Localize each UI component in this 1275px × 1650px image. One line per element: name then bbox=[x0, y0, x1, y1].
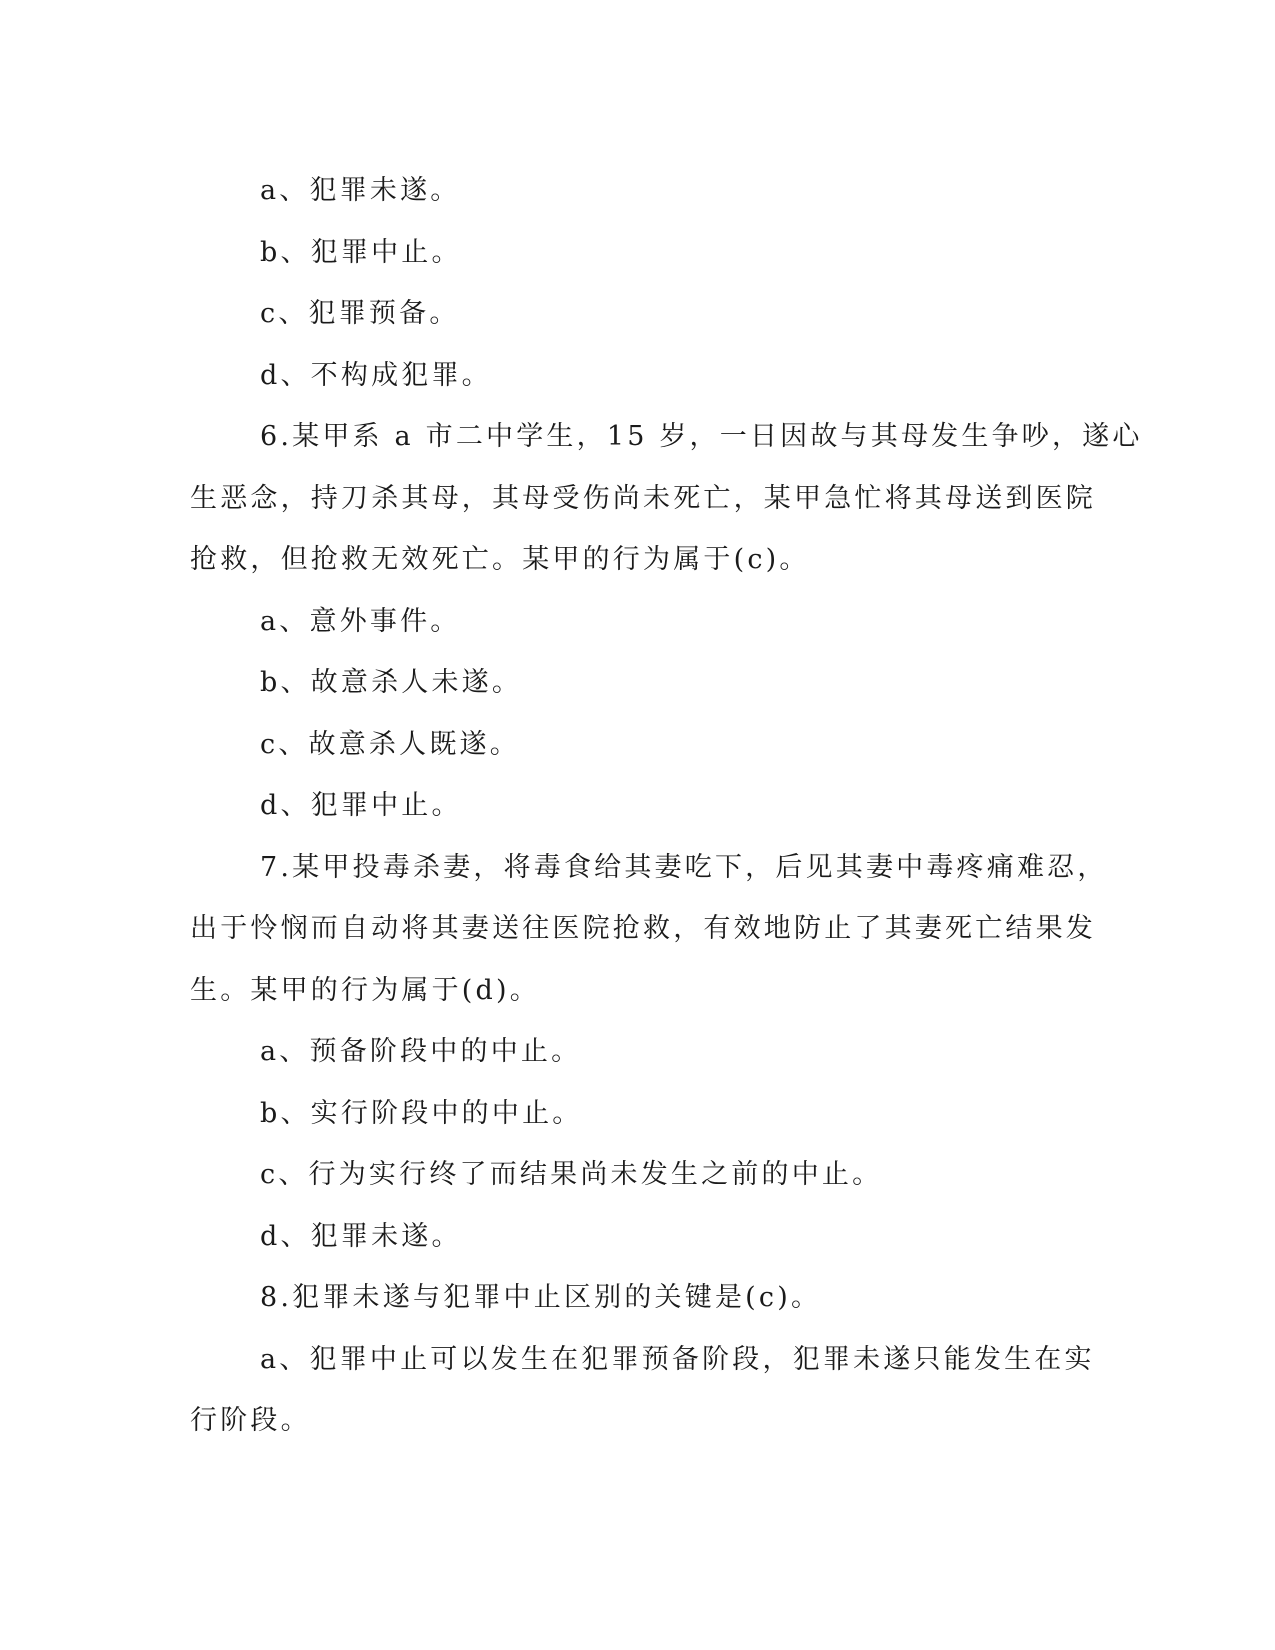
option-line: b、故意杀人未遂。 bbox=[260, 667, 523, 698]
option-line: b、实行阶段中的中止。 bbox=[260, 1097, 583, 1129]
question-6-line: 抢救，但抢救无效死亡。某甲的行为属于(c)。 bbox=[190, 544, 810, 575]
question-7-line: 7.某甲投毒杀妻，将毒食给其妻吃下，后见其妻中毒疼痛难忍， bbox=[260, 851, 1108, 883]
option-line: c、犯罪预备。 bbox=[260, 298, 460, 329]
question-7-line: 出于怜悯而自动将其妻送往医院抢救，有效地防止了其妻死亡结果发 bbox=[190, 913, 1096, 944]
option-line: a、犯罪中止可以发生在犯罪预备阶段，犯罪未遂只能发生在实 bbox=[260, 1343, 1095, 1375]
option-line: a、意外事件。 bbox=[260, 605, 461, 637]
question-7-line: 生。某甲的行为属于(d)。 bbox=[190, 974, 540, 1006]
option-line: d、不构成犯罪。 bbox=[260, 359, 492, 391]
option-line: d、犯罪中止。 bbox=[260, 790, 462, 821]
question-6-line: 6.某甲系 a 市二中学生，15 岁，一日因故与其母发生争吵，遂心 bbox=[260, 421, 1143, 452]
option-line: a、预备阶段中的中止。 bbox=[260, 1036, 582, 1067]
question-6-line: 生恶念，持刀杀其母，其母受伤尚未死亡，某甲急忙将其母送到医院 bbox=[190, 482, 1096, 514]
option-line: c、故意杀人既遂。 bbox=[260, 728, 520, 760]
question-8-line: 8.犯罪未遂与犯罪中止区别的关键是(c)。 bbox=[260, 1282, 822, 1313]
option-line: b、犯罪中止。 bbox=[260, 236, 462, 268]
document-body bbox=[190, 160, 1143, 1452]
option-line: d、犯罪未遂。 bbox=[260, 1220, 462, 1252]
option-line: c、行为实行终了而结果尚未发生之前的中止。 bbox=[260, 1159, 883, 1190]
option-line: 行阶段。 bbox=[190, 1405, 311, 1436]
option-line: a、犯罪未遂。 bbox=[260, 175, 461, 206]
